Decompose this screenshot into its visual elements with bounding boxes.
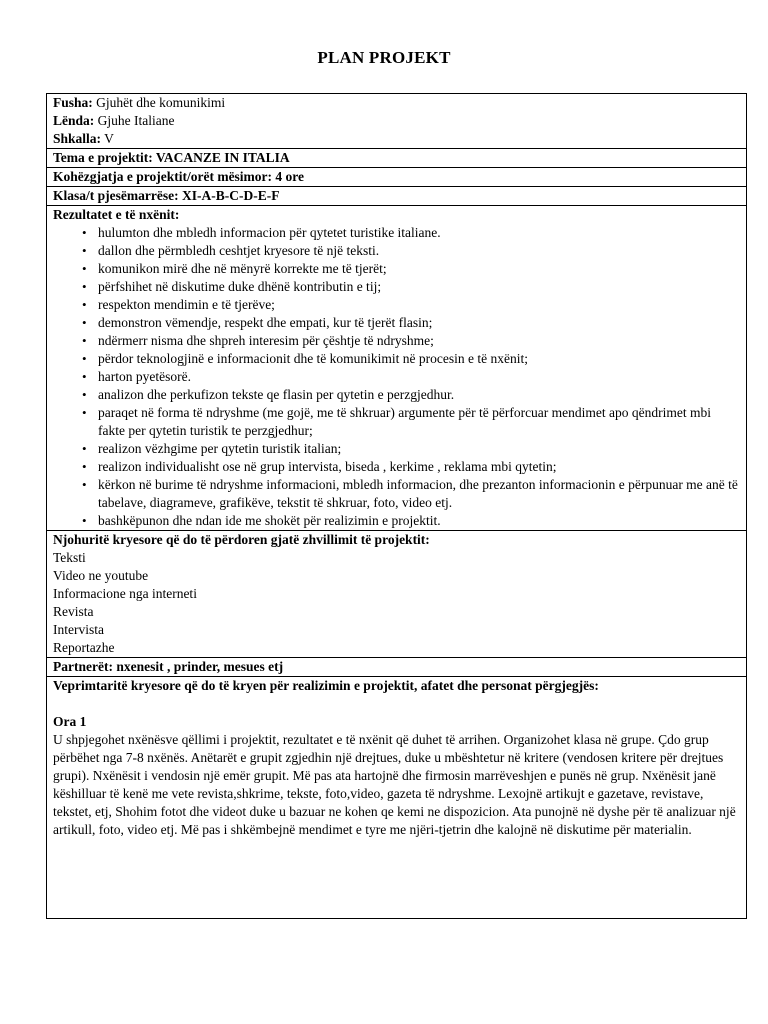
list-item: • paraqet në forma të ndryshme (me gojë, me të shkruar) argumente për të përforcuar mendimet apo qëndrimet mbi fakte per qytetin turistik te perzgjedhur; [98,404,741,440]
lenda-label: Lënda: [53,113,95,128]
lenda-value: Gjuhe Italiane [94,113,175,128]
shkalla-label: Shkalla: [53,131,102,146]
partneret-row: Partnerët: nxenesit , prinder, mesues etj [47,658,746,677]
shkalla-value: V [101,131,114,146]
veprimtarite-heading: Veprimtaritë kryesore që do të kryen për realizimin e projektit, afatet dhe personat përgjegjës: [53,678,599,693]
rezultatet-list [53,224,741,530]
njohuri-item: Revista [53,604,94,619]
fusha-line [53,94,741,112]
list-item: • komunikon mirë dhe në mënyrë korrekte me të tjerët; [98,260,741,278]
list-item: • ndërmerr nisma dhe shpreh interesim për çështje të ndryshme; [98,332,741,350]
list-item: • përdor teknologjinë e informacionit dhe të komunikimit në procesin e të nxënit; [98,350,741,368]
fusha-label: Fusha: [53,95,93,110]
list-item: • analizon dhe perkufizon tekste qe flasin per qytetin e perzgjedhur. [98,386,741,404]
ora-paragraph: U shpjegohet nxënësve qëllimi i projektit, rezultatet e të nxënit që duhet të arrihen. Organizohet klasa në grupe. Çdo grup përbëhet nga 7-8 nxënës. Anëtarët e grupit zgjedhin një drejtues, duke u mbështetur në kritere (vendosen kritere për drejtues grupi). Nxënësit i vendosin një emër grupit. Më pas ata hartojnë dhe firmosin marrëveshjen e punës në grup. Nxënësit janë këshilluar të kenë me vete revista,shkrime, tekste, foto,video, gazeta të ndryshme. Lexojnë artikujt e gazetave, revistave, tekstet, etj, Shohim fotot dhe videot duke u bazuar ne kohen qe kemi ne dispozicion. Ata punojnë në dyshe për të analizuar një artikull, foto, video etj. Më pas i shkëmbejnë mendimet e tyre me njëri-tjetrin dhe kalojnë në diskutime për materialin. [53,732,736,837]
list-item: • përfshihet në diskutime duke dhënë kontributin e tij; [98,278,741,296]
ora-label: Ora 1 [53,714,87,729]
shkalla-line [53,130,741,148]
klasa-row: Klasa/t pjesëmarrëse: XI-A-B-C-D-E-F [47,187,746,206]
kohezgjatja-row: Kohëzgjatja e projektit/orët mësimor: 4 ore [47,168,746,187]
njohurite-heading: Njohuritë kryesore që do të përdoren gjatë zhvillimit të projektit: [53,532,430,547]
njohurite-row [47,531,746,658]
lenda-line [53,112,741,130]
info-row [47,94,746,149]
rezultatet-heading: Rezultatet e të nxënit: [53,207,180,222]
list-item: • harton pyetësorë. [98,368,741,386]
fusha-value: Gjuhët dhe komunikimi [92,95,226,110]
rezultatet-row [47,206,746,531]
project-plan-table [46,93,747,919]
njohuri-item: Reportazhe [53,640,115,655]
njohuri-item: Informacione nga interneti [53,586,197,601]
njohuri-item: Intervista [53,622,104,637]
tema-row: Tema e projektit: VACANZE IN ITALIA [47,149,746,168]
list-item: • demonstron vëmendje, respekt dhe empati, kur të tjerët flasin; [98,314,741,332]
njohuri-item: Teksti [53,550,86,565]
list-item: • realizon individualisht ose në grup intervista, biseda , kerkime , reklama mbi qytetin; [98,458,741,476]
list-item: • bashkëpunon dhe ndan ide me shokët për realizimin e projektit. [98,512,741,530]
list-item: • respekton mendimin e të tjerëve; [98,296,741,314]
list-item: • kërkon në burime të ndryshme informacioni, mbledh informacion, dhe prezanton informacionin e përpunuar me anë të tabelave, diagrameve, grafikëve, tekstit të shkruar, foto, video etj. [98,476,741,512]
veprimtarite-row [47,677,746,909]
njohuri-item: Video ne youtube [53,568,149,583]
list-item: • realizon vëzhgime per qytetin turistik italian; [98,440,741,458]
page-title: PLAN PROJEKT [317,48,451,67]
list-item: • hulumton dhe mbledh informacion për qytetet turistike italiane. [98,224,741,242]
list-item: • dallon dhe përmbledh ceshtjet kryesore të një teksti. [98,242,741,260]
